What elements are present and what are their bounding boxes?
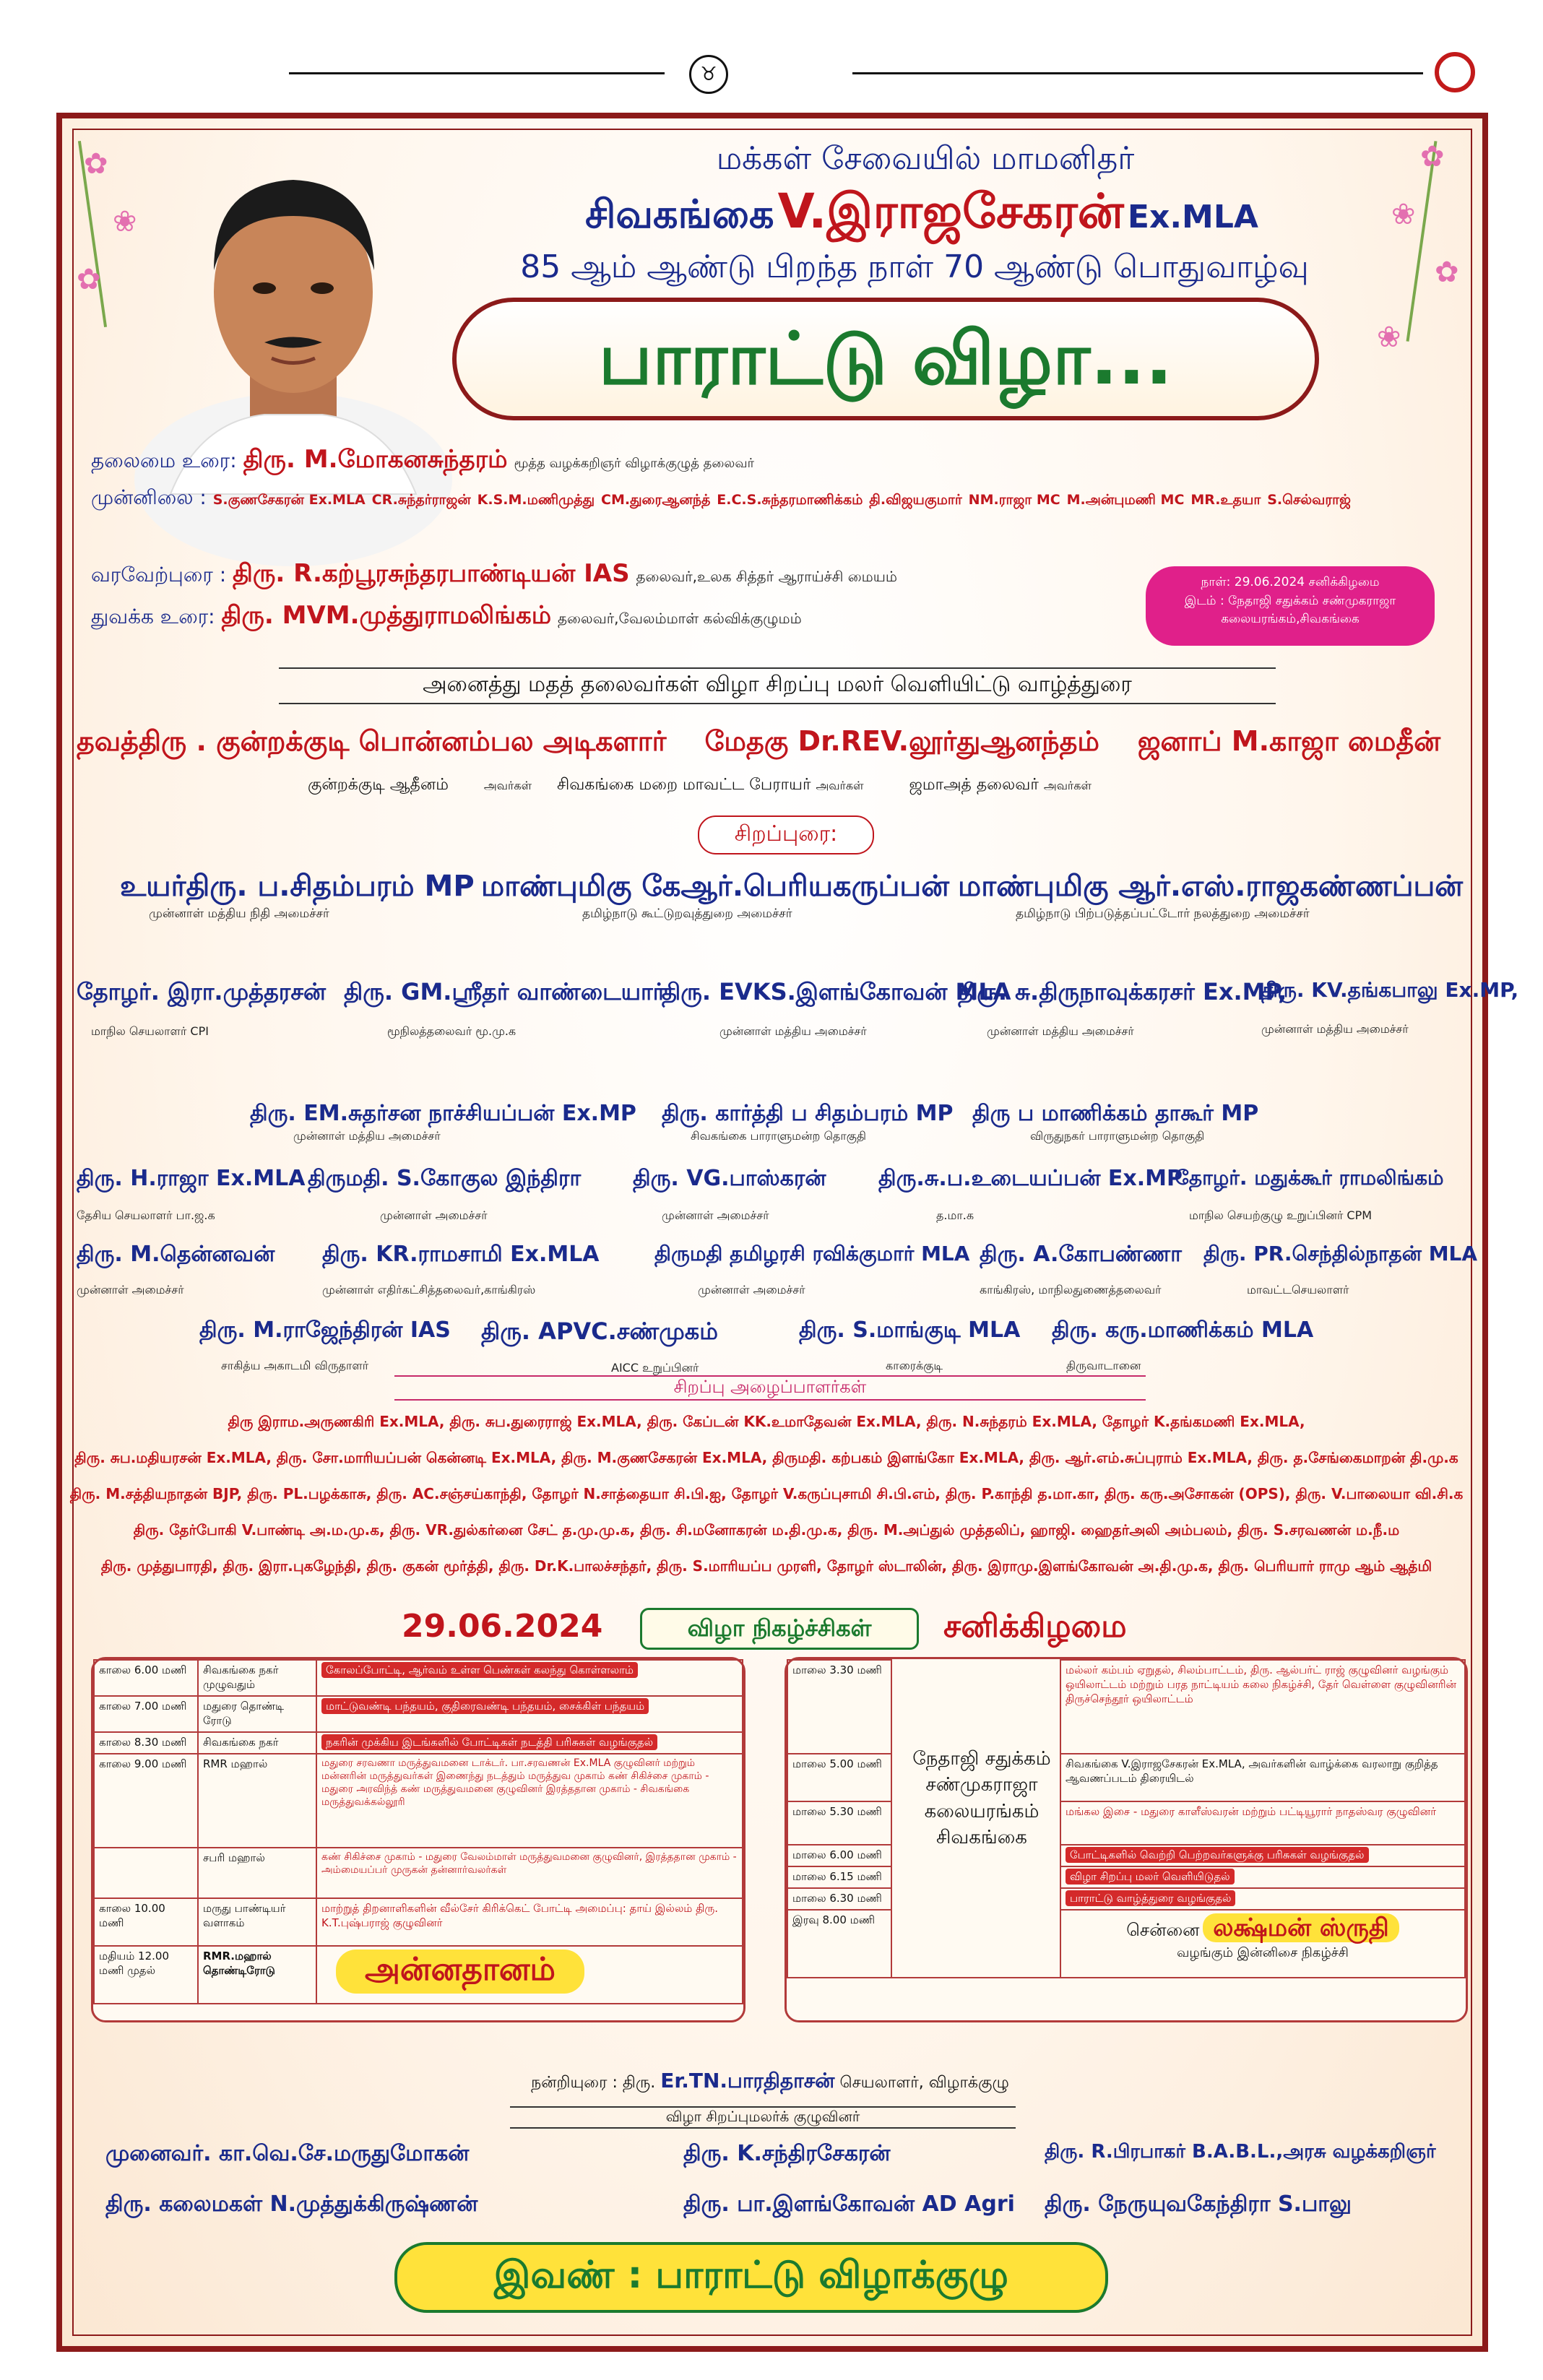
religious-leader-name: ஜனாப் M.காஜா மைதீன்: [1137, 725, 1441, 757]
speaker-desc: சாகித்ய அகாடமி விருதாளர்: [221, 1359, 369, 1372]
place-cell: சிவகங்கை நகர் முழுவதும்: [198, 1660, 316, 1696]
leader-name: E.C.S.சுந்தரமாணிக்கம்: [717, 492, 863, 508]
leader-name: M.அன்புமணி MC: [1066, 492, 1185, 508]
event-title: பாராட்டு விழா...: [598, 316, 1173, 401]
schedule-date: 29.06.2024: [402, 1608, 603, 1645]
time-cell: காலை 6.00 மணி: [94, 1660, 198, 1696]
guests-line: திரு. சுப.மதியரசன் Ex.MLA, திரு. சோ.மாரியப்பன் கென்னடி Ex.MLA, திரு. M.குணசேகரன் Ex.MLA, திருமதி. கற்பகம் இளங்கோ Ex.MLA, திரு. ஆர்.எம்.சுப்புராம் Ex.MLA, திரு. த.சேங்கைமாறன் தி.மு.க: [74, 1449, 1458, 1466]
leader-name: NM.ராஜா MC: [968, 492, 1060, 508]
speaker-name: திரு. APVC.சண்முகம்: [481, 1317, 718, 1345]
banner-line3: 85 ஆம் ஆண்டு பிறந்த நாள் 70 ஆண்டு பொதுவாழ்வு: [520, 248, 1309, 285]
speaker-name: மாண்புமிகு ஆர்.எஸ்.ராஜகண்ணப்பன்: [958, 870, 1464, 903]
speaker-desc: சிவகங்கை பாராளுமன்ற தொகுதி: [691, 1129, 866, 1143]
speaker: [1261, 978, 1519, 1037]
place-cell: RMR.மஹால் தொண்டிரோடு: [198, 1946, 316, 2004]
speaker-desc: தமிழ்நாடு கூட்டுறவுத்துறை அமைச்சர்: [582, 906, 792, 921]
leader-name: MR.உதயா: [1190, 492, 1261, 508]
event-cell: [316, 1696, 743, 1732]
speaker-desc: முன்னாள் மத்திய அமைச்சர்: [987, 1024, 1134, 1038]
speaker-desc: மூநிலத்தலைவர் மூ.மு.க: [387, 1024, 517, 1038]
committee-member: திரு. கலைமகள் N.முத்துக்கிருஷ்ணன்: [105, 2191, 478, 2217]
place-cell: சபரி மஹால்: [198, 1848, 316, 1898]
time-cell: இரவு 8.00 மணி: [787, 1910, 891, 1978]
speaker: [662, 1101, 965, 1144]
speaker-desc: மாநில செயலாளர் CPI: [91, 1024, 209, 1038]
committee-member: திரு. பா.இளங்கோவன் AD Agri: [683, 2191, 1015, 2217]
event-cell: [1060, 1866, 1465, 1888]
table-row: [787, 1660, 1465, 1754]
table-row: [94, 1898, 743, 1946]
speaker-name: தோழர். இரா.முத்தரசன்: [77, 978, 327, 1005]
venue-spacer: [891, 1910, 1060, 1978]
special-heading: சிறப்புரை:: [698, 815, 874, 854]
opening-label: துவக்க உரை:: [91, 605, 215, 628]
page-circle-mark: [1435, 52, 1475, 92]
speaker-name: திரு. M.ராஜேந்திரன் IAS: [199, 1317, 451, 1343]
religious-heading: அனைத்து மதத் தலைவர்கள் விழா சிறப்பு மலர் வெளியிட்டு வாழ்த்துரை: [279, 667, 1276, 704]
religious-leader-suffix: அவர்கள்: [1043, 779, 1092, 792]
banner-honoree-name: V.இராஜசேகரன்: [777, 183, 1124, 239]
schedule-left-panel: [91, 1657, 745, 2022]
speaker-name: திருமதி. S.கோகுல இந்திரா: [308, 1166, 582, 1191]
guests-line: திரு. தேர்போகி V.பாண்டி அ.ம.மு.க, திரு. VR.துல்கர்னை சேட் த.மு.மு.க, திரு. சி.மனோகரன் ம.தி.மு.க, திரு. M.அப்துல் முத்தலிப், ஹாஜி. ஹைதர்அலி அம்பலம், திரு. S.சரவணன் ம.நீ.ம: [133, 1521, 1400, 1539]
thanks-row: [279, 2069, 1261, 2095]
event-label: நகரின் முக்கிய இடங்களில் போட்டிகள் நடத்தி பரிசுகள் வழங்குதல்: [321, 1734, 657, 1750]
speaker-desc: மாநில செயற்குழு உறுப்பினர் CPM: [1189, 1208, 1373, 1222]
religious-leader-name: தவத்திரு . குன்றக்குடி பொன்னம்பல அடிகளார்: [77, 725, 667, 757]
header-rule-right: [852, 72, 1423, 74]
religious-leader-desc: சிவகங்கை மறை மாவட்ட பேராயர்: [556, 776, 811, 794]
speaker-name: உயர்திரு. ப.சிதம்பரம் MP: [120, 870, 475, 903]
event-cell: மதுரை சரவணா மருத்துவமனை டாக்டர். பா.சரவணன் Ex.MLA குழுவினர் மற்றும் மன்னரின் மருத்துவர்கள் இணைந்து நடத்தும் மருத்துவ முகாம் கண் சிகிச்சை முகாம் - மதுரை அரவிந்த் கண் மருத்துவமனை குழுவினர் இரத்ததான முகாம் - சிவகங்கை மருத்துவக்கல்லூரி: [316, 1754, 743, 1848]
event-cell: [1060, 1910, 1465, 1978]
flower-icon: ✿: [84, 147, 108, 181]
committee-heading: விழா சிறப்புமலர்க் குழுவினர்: [510, 2106, 1016, 2129]
speaker: [199, 1317, 474, 1374]
schedule-right-panel: [785, 1657, 1468, 2022]
table-row: [787, 1910, 1465, 1978]
religious-leader-desc: குன்றக்குடி ஆதீனம்: [308, 776, 449, 794]
event-cell: கண் சிகிச்சை முகாம் - மதுரை வேலம்மாள் மருத்துவமனை குழுவினர், இரத்ததான முகாம் - அம்மையப்பர் முருகன் தன்னார்வலர்கள்: [316, 1848, 743, 1898]
religious-leader-desc: ஜமாஅத் தலைவர்: [909, 776, 1039, 794]
speaker-name: திரு. சு.திருநாவுக்கரசர் Ex.MP,: [958, 978, 1287, 1005]
presidency-row: [91, 445, 1435, 477]
speaker-name: திரு. PR.செந்தில்நாதன் MLA: [1203, 1242, 1478, 1265]
event-cell: [316, 1732, 743, 1754]
speaker: [77, 978, 337, 1039]
flower-icon: ❀: [113, 205, 137, 238]
opening-name: திரு. MVM.முத்துராமலிங்கம்: [221, 601, 552, 630]
thanks-label: நன்றியுரை : திரு.: [531, 2074, 656, 2092]
presidency-name: திரு. M.மோகனசுந்தரம்: [243, 445, 508, 474]
thanks-name: Er.TN.பாரதிதாசன்: [660, 2069, 835, 2093]
speaker-desc: AICC உறுப்பினர்: [611, 1361, 699, 1375]
time-cell: மாலை 6.30 மணி: [787, 1888, 891, 1910]
table-row: [787, 1866, 1465, 1888]
time-cell: மாலை 5.00 மணி: [787, 1754, 891, 1801]
flower-icon: ✿: [1420, 140, 1445, 173]
speaker: [958, 870, 1464, 922]
event-label: போட்டிகளில் வெற்றி பெற்றவர்களுக்கு பரிசுகள் வழங்குதல்: [1066, 1847, 1369, 1863]
time-cell: காலை 7.00 மணி: [94, 1696, 198, 1732]
presidency-desc: மூத்த வழக்கறிஞர் விழாக்குழுத் தலைவர்: [514, 456, 755, 471]
speaker: [878, 1166, 1183, 1224]
speaker: [1203, 1242, 1478, 1298]
speaker-desc: முன்னாள் மத்திய அமைச்சர்: [1261, 1022, 1409, 1036]
flower-icon: ❀: [1377, 321, 1401, 354]
speaker-desc: முன்னாள் எதிர்கட்சித்தலைவர்,காங்கிரஸ்: [322, 1283, 536, 1297]
concert-desc: வழங்கும் இன்னிசை நிகழ்ச்சி: [1177, 1945, 1349, 1960]
place-cell: மருது பாண்டியர் வளாகம்: [198, 1898, 316, 1946]
speaker-name: திரு.சு.ப.உடையப்பன் Ex.MP: [878, 1166, 1183, 1191]
banner-line1: மக்கள் சேவையில் மாமனிதர்: [716, 140, 1135, 177]
speaker-name: திரு. GM.ஸ்ரீதர் வாண்டையார்: [344, 978, 665, 1005]
speaker: [1052, 1317, 1413, 1374]
leader-name: CM.துரைஆனந்த்: [601, 492, 711, 508]
table-row: [787, 1754, 1465, 1801]
time-cell: மாலை 3.30 மணி: [787, 1660, 891, 1754]
guests-line: திரு. முத்துபாரதி, திரு. இரா.புகழேந்தி, திரு. குகன் மூர்த்தி, திரு. Dr.K.பாலச்சந்தர், திரு. S.மாரியப்ப முரளி, தோழர் ஸ்டாலின், திரு. இராமு.இளங்கோவன் அ.தி.மு.க, திரு. பெரியார் ராமு ஆம் ஆத்மி: [100, 1557, 1432, 1575]
event-cell: [316, 1946, 743, 2004]
time-cell: மாலை 5.30 மணி: [787, 1801, 891, 1845]
opening-row: [91, 601, 1175, 633]
speaker-desc: முன்னாள் மத்திய அமைச்சர்: [293, 1129, 441, 1143]
guests-line: திரு. M.சத்தியநாதன் BJP, திரு. PL.பழக்காசு, திரு. AC.சஞ்சய்காந்தி, தோழர் N.சாத்தையா சி.பி.ஐ, தோழர் V.கருப்புசாமி சி.பி.எம், திரு. P.காந்தி த.மா.கா, திரு. கரு.அசோகன் (OPS), திரு. V.பாலையா வி.சி.க: [69, 1485, 1464, 1502]
speaker-desc: மாவட்டசெயலாளர்: [1247, 1283, 1349, 1297]
leadership-row: [91, 485, 1464, 512]
speaker-name: திரு. கார்த்தி ப சிதம்பரம் MP: [662, 1101, 954, 1126]
venue-spacer: [891, 1888, 1060, 1910]
speaker-name: திருமதி தமிழரசி ரவிக்குமார் MLA: [654, 1242, 970, 1265]
speaker: [799, 1317, 1037, 1374]
schedule-heading: விழா நிகழ்ச்சிகள்: [640, 1608, 919, 1650]
guests-heading: சிறப்பு அழைப்பாளர்கள்: [394, 1375, 1146, 1401]
schedule-right-table: [787, 1659, 1466, 1978]
speaker: [662, 978, 1011, 1039]
table-row: [94, 1696, 743, 1732]
speaker: [481, 1317, 785, 1376]
banner-place: சிவகங்கை: [585, 191, 774, 237]
speaker-name: திரு. EM.சுதர்சன நாச்சியப்பன் Ex.MP: [250, 1101, 636, 1126]
leader-name: CR.சுந்தர்ராஜன்: [371, 492, 471, 508]
speaker: [633, 1166, 871, 1224]
event-cell: [1060, 1845, 1465, 1866]
speaker-name: திரு. H.ராஜா Ex.MLA: [77, 1166, 306, 1191]
speaker-desc: த.மா.க: [936, 1208, 974, 1222]
speaker-name: திரு. M.தென்னவன்: [77, 1242, 275, 1267]
table-row: [787, 1845, 1465, 1866]
speaker: [481, 870, 958, 922]
event-label: விழா சிறப்பு மலர் வெளியிடுதல்: [1066, 1869, 1235, 1884]
poster-frame: [56, 113, 1519, 2352]
speaker: [77, 1242, 329, 1298]
concert-city: சென்னை: [1126, 1920, 1200, 1940]
leadership-label: முன்னிலை :: [91, 485, 207, 509]
speaker: [958, 978, 1287, 1039]
venue-spacer: [891, 1845, 1060, 1866]
table-row: [94, 1732, 743, 1754]
speaker: [654, 1242, 972, 1298]
thanks-desc: செயலாளர், விழாக்குழு: [839, 2074, 1009, 2092]
opening-desc: தலைவர்,வேலம்மாள் கல்விக்குழுமம்: [558, 610, 802, 627]
concert-troupe: லக்ஷ்மன் ஸ்ருதி: [1203, 1913, 1399, 1942]
venue-spacer: [891, 1801, 1060, 1845]
religious-desc-row: [308, 776, 1464, 796]
leader-name: தி.விஜயகுமார்: [869, 492, 962, 508]
religious-leader-name: மேதகு Dr.REV.லூர்துஆனந்தம்: [704, 725, 1099, 757]
speaker-name: தோழர். மதுக்கூர் ராமலிங்கம்: [1175, 1166, 1444, 1190]
time-cell: [94, 1848, 198, 1898]
schedule-day: சனிக்கிழமை: [943, 1608, 1127, 1645]
speaker-desc: காங்கிரஸ், மாநிலதுணைத்தலைவர்: [980, 1283, 1162, 1297]
speaker-name: திரு. S.மாங்குடி MLA: [799, 1317, 1021, 1343]
time-cell: காலை 8.30 மணி: [94, 1732, 198, 1754]
welcome-label: வரவேற்புரை :: [91, 563, 227, 587]
footer-committee: இவண் : பாராட்டு விழாக்குழு: [394, 2242, 1108, 2313]
speaker-desc: முன்னாள் மத்திய அமைச்சர்: [719, 1024, 867, 1038]
banner-honoree-suffix: Ex.MLA: [1127, 199, 1258, 235]
speaker-name: திரு. EVKS.இளங்கோவன் MLA: [662, 978, 1011, 1005]
welcome-desc: தலைவர்,உலக சித்தர் ஆராய்ச்சி மையம்: [636, 568, 898, 585]
guests-line: திரு இராம.அருணகிரி Ex.MLA, திரு. சுப.துரைராஜ் Ex.MLA, திரு. கேப்டன் KK.உமாதேவன் Ex.MLA, திரு. N.சுந்தரம் Ex.MLA, தோழர் K.தங்கமணி Ex.MLA,: [228, 1413, 1305, 1430]
banner-line2: [467, 183, 1377, 246]
speaker-name: மாண்புமிகு கேஆர்.பெரியகருப்பன்: [481, 870, 949, 903]
speaker-name: திரு ப மாணிக்கம் தாகூர் MP: [972, 1101, 1259, 1126]
portrait-photo: [142, 147, 445, 494]
badge-venue: இடம் : நேதாஜி சதுக்கம் சண்முகராஜா: [1184, 593, 1396, 608]
committee-member: திரு. R.பிரபாகர் B.A.B.L.,அரசு வழக்கறிஞர்: [1045, 2141, 1436, 2163]
time-cell: மதியம் 12.00 மணி முதல்: [94, 1946, 198, 2004]
speaker: [308, 1166, 618, 1224]
schedule-left-table: [93, 1659, 743, 2004]
event-cell: மங்கல இசை - மதுரை காளீஸ்வரன் மற்றும் பட்டியூரார் நாதஸ்வர குழுவினர்: [1060, 1801, 1465, 1845]
speaker: [980, 1242, 1196, 1298]
speaker: [1175, 1166, 1478, 1224]
place-cell: மதுரை தொண்டி ரோடு: [198, 1696, 316, 1732]
speaker-name: திரு. KR.ராமசாமி Ex.MLA: [322, 1242, 600, 1267]
place-cell: RMR மஹால்: [198, 1754, 316, 1848]
leader-name: S.செல்வராஜ்: [1267, 492, 1351, 508]
event-cell: மாற்றுத் திறனாளிகளின் வீல்சேர் கிரிக்கெட் போட்டி அமைப்பு: தாய் இல்லம் திரு. K.T.புஷ்பராஜ் குழுவினர்: [316, 1898, 743, 1946]
venue-spacer: [891, 1866, 1060, 1888]
bull-emblem-icon: ♉: [689, 55, 728, 94]
welcome-row: [91, 559, 1175, 591]
speaker: [250, 1101, 654, 1144]
venue-spacer: [891, 1754, 1060, 1801]
time-cell: மாலை 6.00 மணி: [787, 1845, 891, 1866]
speaker-desc: முன்னாள் அமைச்சர்: [380, 1208, 488, 1222]
event-label: கோலப்போட்டி, ஆர்வம் உள்ள பெண்கள் கலந்து கொள்ளலாம்: [321, 1662, 638, 1678]
table-row: [94, 1660, 743, 1696]
speaker-name: திரு. கரு.மாணிக்கம் MLA: [1052, 1317, 1314, 1343]
speaker-desc: தேசிய செயலாளர் பா.ஜ.க: [77, 1208, 215, 1222]
speaker: [120, 870, 524, 922]
speaker-desc: தமிழ்நாடு பிற்படுத்தப்பட்டோர் நலத்துறை அமைச்சர்: [1016, 906, 1310, 921]
table-row: [94, 1946, 743, 2004]
speaker: [77, 1166, 306, 1224]
flower-icon: ✿: [1435, 256, 1459, 289]
leader-name: K.S.M.மணிமுத்து: [477, 492, 595, 508]
event-label: பாராட்டு வாழ்த்துரை வழங்குதல்: [1066, 1890, 1235, 1906]
event-label: மாட்டுவண்டி பந்தயம், குதிரைவண்டி பந்தயம், சைக்கிள் பந்தயம்: [321, 1698, 649, 1714]
event-cell: [1060, 1888, 1465, 1910]
event-cell: சிவகங்கை V.இராஜசேகரன் Ex.MLA, அவர்களின் வாழ்க்கை வரலாறு குறித்த ஆவணப்படம் திரையிடல்: [1060, 1754, 1465, 1801]
table-row: [94, 1848, 743, 1898]
presidency-label: தலைமை உரை:: [91, 449, 237, 472]
event-cell: [316, 1660, 743, 1696]
date-venue-badge: [1146, 566, 1435, 646]
speaker-name: திரு. KV.தங்கபாலு Ex.MP,: [1261, 978, 1519, 1002]
religious-leader-suffix: அவர்கள்: [816, 779, 864, 792]
speaker-desc: முன்னாள் மத்திய நிதி அமைச்சர்: [149, 906, 329, 921]
venue-label: நேதாஜி சதுக்கம் சண்முகராஜா கலையரங்கம் சிவகங்கை: [912, 1748, 1051, 1849]
table-row: [94, 1754, 743, 1848]
time-cell: காலை 10.00 மணி: [94, 1898, 198, 1946]
event-cell: மல்லர் கம்பம் ஏறுதல், சிலம்பாட்டம், திரு. ஆல்பர்ட் ராஜ் குழுவினர் வழங்கும் ஒயிலாட்டம் மற்றும் பரத நாட்டியம் கலை நிகழ்ச்சி, தேர் வெள்ளை குழுவினரின் திருச்செந்தூர் ஒயிலாட்டம்: [1060, 1660, 1465, 1754]
speaker-desc: திருவாடானை: [1066, 1359, 1141, 1372]
committee-member: திரு. K.சந்திரசேகரன்: [683, 2141, 891, 2166]
speaker-desc: முன்னாள் அமைச்சர்: [77, 1283, 184, 1297]
speaker-desc: முன்னாள் அமைச்சர்: [662, 1208, 769, 1222]
annadhanam-label: அன்னதானம்: [336, 1950, 584, 1994]
badge-venue-city: கலையரங்கம்,சிவகங்கை: [1221, 612, 1360, 626]
committee-member: திரு. நேருயுவகேந்திரா S.பாலு: [1045, 2191, 1352, 2217]
title-oval: [452, 298, 1319, 420]
flower-icon: ❀: [1391, 198, 1416, 231]
welcome-name: திரு. R.கற்பூரசுந்தரபாண்டியன் IAS: [233, 559, 630, 588]
religious-leader-suffix: அவர்கள்: [483, 779, 532, 792]
religious-leaders-row: [77, 725, 1449, 761]
badge-date: நாள்: 29.06.2024 சனிக்கிழமை: [1201, 575, 1380, 589]
flower-icon: ✿: [77, 263, 101, 296]
speaker-name: திரு. VG.பாஸ்கரன்: [633, 1166, 826, 1191]
speaker: [972, 1101, 1334, 1144]
table-row: [787, 1801, 1465, 1845]
committee-member: முனைவர். கா.வெ.சே.மருதுமோகன்: [105, 2141, 470, 2166]
speaker: [322, 1242, 647, 1298]
speaker-desc: காரைக்குடி: [886, 1359, 943, 1372]
speaker-desc: விருதுநகர் பாராளுமன்ற தொகுதி: [1030, 1129, 1205, 1143]
place-cell: சிவகங்கை நகர்: [198, 1732, 316, 1754]
speaker: [344, 978, 665, 1039]
header-rule-left: [289, 72, 665, 74]
time-cell: காலை 9.00 மணி: [94, 1754, 198, 1848]
venue-spacer: [891, 1660, 1060, 1754]
leader-name: S.குணசேகரன் Ex.MLA: [212, 492, 366, 508]
speaker-desc: முன்னாள் அமைச்சர்: [698, 1283, 805, 1297]
time-cell: மாலை 6.15 மணி: [787, 1866, 891, 1888]
speaker-name: திரு. A.கோபண்ணா: [980, 1242, 1182, 1267]
table-row: [787, 1888, 1465, 1910]
